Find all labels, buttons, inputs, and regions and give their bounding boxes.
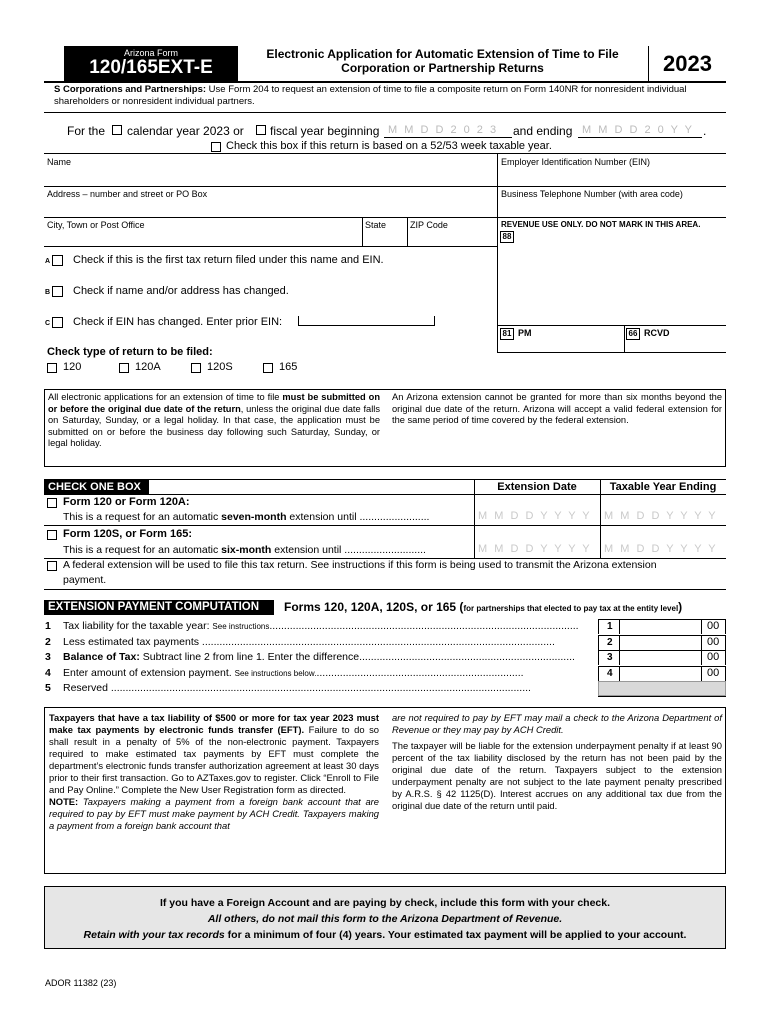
fiscal-year-label: fiscal year beginning bbox=[270, 124, 380, 138]
payment-forms-close: ) bbox=[678, 600, 683, 614]
state-input[interactable] bbox=[363, 233, 405, 245]
payment-cents: 00 bbox=[707, 620, 720, 632]
grid-row1 bbox=[44, 186, 726, 187]
eft-bold: Taxpayers that have a tax liability of $500 or more for tax year 2023 must make tax payments by electronic funds transfer (EFT). bbox=[49, 712, 379, 735]
federal-extension-line2: payment. bbox=[63, 574, 107, 586]
fiscal-end-input[interactable] bbox=[578, 124, 702, 138]
payment-cents: 00 bbox=[707, 651, 720, 663]
eft-right-text: The taxpayer will be liable for the extension underpayment penalty if at least 90 percent of the tax liability disclosed by the return has not been paid by the original due date of the return. Taxpayers subject to the extension underpayment penalty are not subject to the late payment penalty prescribed by A.R.S. § 42 1125(D). Interest accrues on any additional tax due from the original due date of the return until paid. bbox=[392, 740, 722, 811]
payment-line-label bbox=[63, 682, 593, 694]
cents-divider bbox=[701, 667, 702, 681]
s-corp-note-text: Use Form 204 to request an extension of time to file a composite return on Form 140NR for nonresident individual shareholders or nonresident individual partners. bbox=[54, 84, 687, 107]
code-66 bbox=[626, 328, 640, 340]
city-input[interactable] bbox=[45, 233, 360, 245]
payment-line-2 bbox=[44, 635, 726, 650]
check-one-bar: CHECK ONE BOX bbox=[44, 480, 149, 494]
return-type-120-label: 120 bbox=[63, 361, 82, 373]
option2-text bbox=[63, 544, 426, 556]
federal-extension-checkbox[interactable] bbox=[47, 561, 57, 571]
period-end-dot: . bbox=[703, 124, 707, 138]
option1-ext-date[interactable]: M M D D Y Y Y Y bbox=[478, 510, 592, 522]
option1-title: Form 120 or Form 120A: bbox=[63, 496, 190, 508]
return-type-120-checkbox[interactable] bbox=[47, 363, 57, 373]
check-b-checkbox[interactable] bbox=[52, 286, 63, 297]
code-81-label: 81 bbox=[502, 329, 512, 338]
return-type-165-label: 165 bbox=[279, 361, 298, 373]
payment-cents: 00 bbox=[707, 636, 720, 648]
form-title bbox=[240, 47, 645, 75]
grid-row3 bbox=[44, 246, 497, 247]
s-corp-note bbox=[54, 84, 724, 108]
option1-post: extension until ........................ bbox=[286, 511, 430, 523]
form-number: 120/165EXT-E bbox=[89, 57, 213, 78]
cents-divider bbox=[619, 667, 620, 681]
check-b-label: Check if name and/or address has changed. bbox=[73, 285, 289, 297]
option2-title: Form 120S, or Form 165: bbox=[63, 528, 192, 540]
52-53-week-checkbox[interactable] bbox=[211, 142, 221, 152]
prior-ein-input[interactable] bbox=[298, 316, 435, 326]
return-type-120s-checkbox[interactable] bbox=[191, 363, 201, 373]
check-a-letter: A bbox=[45, 258, 51, 265]
check-one-hdr-rule bbox=[44, 494, 726, 495]
state-label: State bbox=[365, 220, 387, 230]
grid-row2 bbox=[44, 217, 726, 218]
payment-line-5 bbox=[44, 681, 726, 696]
payment-line-leader: ................................................................................................................................................ bbox=[110, 682, 531, 694]
revenue-row bbox=[497, 325, 726, 326]
payment-forms-bold: Forms 120, 120A, 120S, or 165 ( bbox=[284, 600, 464, 614]
mailing-instructions-box bbox=[44, 886, 726, 949]
info-right: An Arizona extension cannot be granted for more than six months beyond the original due date of the return. Arizona will accept a valid federal extension for the same period of time covered by the federal extension. bbox=[392, 392, 722, 426]
city-label: City, Town or Post Office bbox=[47, 220, 145, 230]
option2-checkbox[interactable] bbox=[47, 530, 57, 540]
name-input[interactable] bbox=[45, 170, 495, 184]
code-88 bbox=[500, 231, 514, 243]
return-type-120a-checkbox[interactable] bbox=[119, 363, 129, 373]
check-c-letter: C bbox=[45, 320, 51, 327]
check-c-checkbox[interactable] bbox=[52, 317, 63, 328]
calendar-year-label: calendar year 2023 or bbox=[127, 124, 244, 138]
option2-pre: This is a request for an automatic bbox=[63, 544, 222, 556]
cents-divider bbox=[619, 651, 620, 665]
payment-line-number: 4 bbox=[45, 667, 51, 679]
payment-box-number: 2 bbox=[607, 637, 613, 648]
payment-line-note: See instructions bbox=[212, 622, 270, 631]
return-type-heading: Check type of return to be filed: bbox=[47, 346, 213, 358]
fiscal-begin-placeholder: M M D D 2 0 2 3 bbox=[388, 124, 499, 136]
zip-input[interactable] bbox=[408, 233, 496, 245]
rcvd-label: RCVD bbox=[644, 328, 670, 338]
payment-cents: 00 bbox=[707, 667, 720, 679]
pm-rcvd-divider bbox=[624, 325, 625, 353]
payment-line-label bbox=[63, 667, 593, 679]
payment-forms-heading bbox=[284, 600, 682, 614]
zip-label: ZIP Code bbox=[410, 220, 448, 230]
option2-tax-year[interactable]: M M D D Y Y Y Y bbox=[604, 543, 718, 555]
info-left-pre: All electronic applications for an extension of time to file bbox=[48, 392, 283, 402]
payment-line-note: Subtract line 2 from line 1. Enter the difference. bbox=[142, 651, 363, 663]
revenue-bottom bbox=[497, 352, 726, 353]
option1-tax-year[interactable]: M M D D Y Y Y Y bbox=[604, 510, 718, 522]
payment-forms-small: for partnerships that elected to pay tax at the entity level bbox=[463, 604, 679, 613]
payment-line-number: 5 bbox=[45, 682, 51, 694]
payment-box-number: 4 bbox=[607, 668, 613, 679]
eft-right-italic: are not required to pay by EFT may mail a check to the Arizona Department of Revenue or they may pay by ACH Credit. bbox=[392, 712, 722, 735]
option2-ext-date[interactable]: M M D D Y Y Y Y bbox=[478, 543, 592, 555]
eft-right bbox=[392, 712, 722, 812]
federal-extension-line1: A federal extension will be used to file this tax return. See instructions if this form is being used to transmit the Arizona extension bbox=[63, 559, 657, 571]
payment-line-4 bbox=[44, 666, 726, 681]
option2-post: extension until ............................ bbox=[271, 544, 426, 556]
ext-date-header: Extension Date bbox=[497, 481, 577, 493]
payment-amount-input-3[interactable] bbox=[598, 650, 726, 665]
eft-text: Failure to do so shall result in a penalty of 5% of the non-electronic payment. Taxpayers required to make estimated tax payments by EFT must complete the department’s electronic funds transfer authorization agreement at least 30 days prior to their first transaction. Go to AZTaxes.gov to register. Click “Enroll to File and Pay Online.” Complete the New User Registration form as directed. bbox=[49, 724, 379, 795]
phone-label: Business Telephone Number (with area code) bbox=[501, 189, 683, 199]
payment-line-label bbox=[63, 651, 593, 663]
option1-pre: This is a request for an automatic bbox=[63, 511, 222, 523]
cents-divider bbox=[619, 620, 620, 634]
ein-label: Employer Identification Number (EIN) bbox=[501, 157, 651, 167]
grid-vline-main bbox=[497, 153, 498, 353]
payment-line-leader: ......................................................................................................................... bbox=[201, 636, 555, 648]
note-rule bbox=[44, 112, 726, 113]
info-left-post: , unless the original due date falls on Saturday, Sunday, or a legal holiday. In that case, the application must be submitted on or before the business day following such Saturday, Sunday, or legal holiday. bbox=[48, 403, 380, 449]
cents-divider bbox=[701, 651, 702, 665]
info-left-bold: must be submitted on or before the original due date of the return bbox=[48, 392, 380, 414]
mailing-line3-rest: for a minimum of four (4) years. Your estimated tax payment will be applied to your account. bbox=[224, 929, 687, 941]
grid-top bbox=[44, 153, 726, 154]
pm-label: PM bbox=[518, 328, 532, 338]
check-c-label: Check if EIN has changed. Enter prior EIN: bbox=[73, 316, 283, 328]
return-type-120a-label: 120A bbox=[135, 361, 161, 373]
cents-divider bbox=[701, 636, 702, 650]
option1-rule bbox=[44, 525, 726, 526]
tax-year: 2023 bbox=[663, 51, 712, 76]
check-a-checkbox[interactable] bbox=[52, 255, 63, 266]
period-prefix: For the bbox=[67, 124, 106, 138]
address-input[interactable] bbox=[45, 202, 495, 216]
return-type-120s-label: 120S bbox=[207, 361, 233, 373]
payment-line-1 bbox=[44, 619, 726, 634]
payment-box-number: 3 bbox=[607, 652, 613, 663]
payment-line-3 bbox=[44, 650, 726, 665]
payment-bar: EXTENSION PAYMENT COMPUTATION bbox=[44, 600, 274, 615]
code-88-label: 88 bbox=[502, 232, 512, 241]
payment-line-leader: .......................................................................................................... bbox=[269, 620, 579, 632]
name-label: Name bbox=[47, 157, 72, 167]
payment-line-leader: ....................................................................... bbox=[316, 667, 524, 679]
s-corp-note-label: S Corporations and Partnerships: bbox=[54, 84, 207, 95]
code-66-label: 66 bbox=[628, 329, 638, 338]
check-b-letter: B bbox=[45, 289, 51, 296]
payment-line-label bbox=[63, 636, 593, 648]
and-ending-label: and ending bbox=[513, 124, 573, 138]
payment-line-text: Tax liability for the taxable year: bbox=[63, 620, 210, 632]
option1-text bbox=[63, 511, 429, 523]
return-type-165-checkbox[interactable] bbox=[263, 363, 273, 373]
mailing-line1: If you have a Foreign Account and are paying by check, include this form with your check. bbox=[159, 897, 611, 909]
mailing-line3-italic: Retain with your tax records bbox=[83, 929, 225, 941]
payment-line-note: See instructions below. bbox=[234, 669, 317, 678]
payment-reserved-shaded bbox=[598, 681, 726, 696]
payment-amount-input-2[interactable] bbox=[598, 635, 726, 650]
eft-note-label: NOTE: bbox=[49, 796, 79, 807]
payment-box-number: 1 bbox=[607, 621, 613, 632]
fiscal-year-checkbox[interactable] bbox=[256, 125, 266, 135]
info-left bbox=[48, 392, 380, 450]
check-one-bottom bbox=[44, 589, 726, 590]
payment-amount-input-4[interactable] bbox=[598, 666, 726, 681]
code-81 bbox=[500, 328, 514, 340]
tax-year-header: Taxable Year Ending bbox=[609, 481, 717, 493]
mailing-line2: All others, do not mail this form to the Arizona Department of Revenue. bbox=[207, 913, 563, 925]
eft-note-text: Taxpayers making a payment from a foreign bank account that are required to pay by EFT must make payment by ACH Credit. Taxpayers making a payment from a foreign bank account that bbox=[49, 796, 379, 831]
revenue-use-label: REVENUE USE ONLY. DO NOT MARK IN THIS AREA. bbox=[501, 220, 701, 229]
address-label: Address – number and street or PO Box bbox=[47, 189, 208, 199]
check-a-label: Check if this is the first tax return filed under this name and EIN. bbox=[73, 254, 384, 266]
form-title-line1: Electronic Application for Automatic Extension of Time to File bbox=[266, 47, 619, 61]
fiscal-end-placeholder: M M D D 2 0 Y Y bbox=[582, 124, 694, 136]
ein-input[interactable] bbox=[499, 170, 724, 184]
payment-line-text: Balance of Tax: bbox=[63, 651, 140, 663]
payment-line-leader: ......................................................................... bbox=[362, 651, 575, 663]
payment-line-text: Enter amount of extension payment. bbox=[63, 667, 232, 679]
form-label: Arizona Form bbox=[123, 48, 178, 58]
payment-line-number: 3 bbox=[45, 651, 51, 663]
cents-divider bbox=[701, 620, 702, 634]
payment-line-text: Less estimated tax payments bbox=[63, 636, 199, 648]
mailing-line3 bbox=[45, 927, 725, 943]
payment-boxes-bottom bbox=[598, 696, 726, 697]
tax-year-box bbox=[648, 46, 726, 81]
phone-input[interactable] bbox=[499, 202, 724, 216]
payment-line-number: 1 bbox=[45, 620, 51, 632]
payment-line-label bbox=[63, 620, 593, 632]
cents-divider bbox=[619, 636, 620, 650]
form-code: ADOR 11382 (23) bbox=[45, 978, 117, 988]
form-id-block bbox=[64, 46, 238, 82]
fiscal-begin-input[interactable] bbox=[384, 124, 512, 138]
eft-left bbox=[49, 712, 379, 832]
option1-checkbox[interactable] bbox=[47, 498, 57, 508]
52-53-week-label: Check this box if this return is based on a 52/53 week taxable year. bbox=[226, 140, 552, 152]
payment-line-number: 2 bbox=[45, 636, 51, 648]
payment-amount-input-1[interactable] bbox=[598, 619, 726, 634]
period-line bbox=[67, 124, 105, 138]
calendar-year-checkbox[interactable] bbox=[112, 125, 122, 135]
option1-bold: seven-month bbox=[221, 511, 287, 523]
payment-line-text: Reserved bbox=[63, 682, 108, 694]
form-title-line2: Corporation or Partnership Returns bbox=[341, 61, 544, 75]
header-rule bbox=[44, 81, 726, 83]
option2-bold: six-month bbox=[221, 544, 272, 556]
check-one-top bbox=[44, 479, 726, 480]
